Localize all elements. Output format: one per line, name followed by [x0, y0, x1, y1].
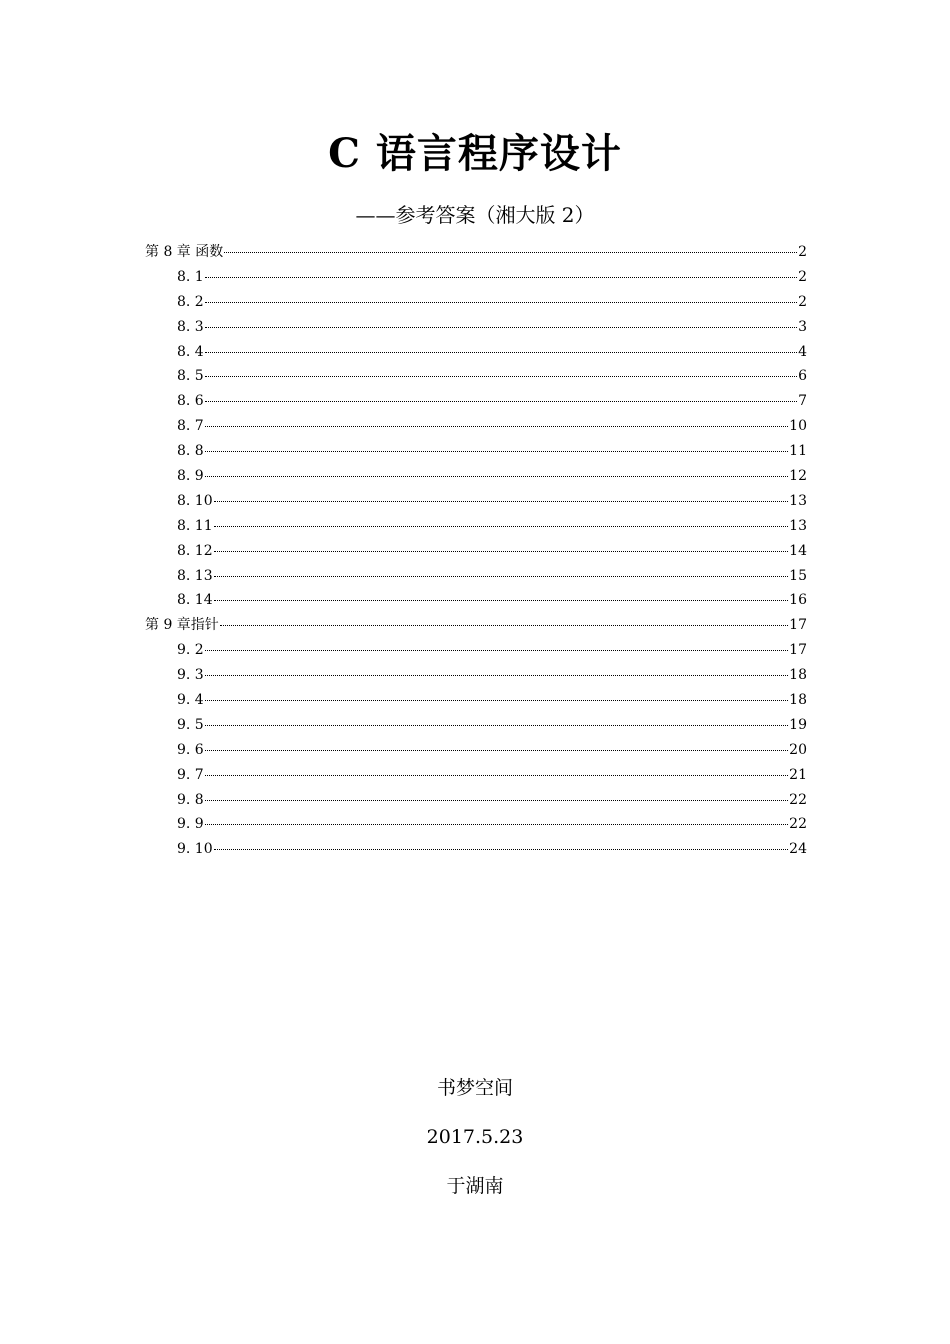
toc-entry-page-number: 16	[789, 592, 807, 609]
toc-entry-label: 8. 10	[177, 492, 213, 509]
table-of-contents	[145, 240, 807, 862]
toc-dot-leader	[205, 401, 797, 402]
toc-section-entry[interactable]	[145, 588, 807, 613]
toc-section-entry[interactable]	[145, 812, 807, 837]
toc-dot-leader	[205, 650, 788, 651]
document-subtitle: ——参考答案（湘大版 2）	[355, 203, 595, 227]
toc-section-entry[interactable]	[145, 340, 807, 365]
toc-dot-leader	[205, 327, 797, 328]
toc-dot-leader	[214, 551, 789, 552]
toc-dot-leader	[205, 476, 788, 477]
toc-dot-leader	[205, 352, 797, 353]
toc-entry-label: 9. 5	[177, 716, 204, 733]
toc-section-entry[interactable]	[145, 688, 807, 713]
toc-dot-leader	[224, 252, 797, 253]
toc-dot-leader	[220, 625, 788, 626]
toc-entry-label: 第 8 章 函数	[145, 244, 224, 260]
toc-dot-leader	[205, 800, 788, 801]
toc-section-entry[interactable]	[145, 713, 807, 738]
toc-section-entry[interactable]	[145, 539, 807, 564]
toc-entry-page-number: 10	[789, 418, 807, 435]
toc-entry-page-number: 18	[789, 692, 807, 709]
toc-section-entry[interactable]	[145, 364, 807, 389]
toc-entry-label: 9. 10	[177, 841, 213, 858]
toc-dot-leader	[205, 451, 788, 452]
toc-entry-page-number: 13	[789, 517, 807, 534]
toc-entry-label: 8. 11	[177, 517, 213, 534]
toc-dot-leader	[205, 775, 788, 776]
toc-entry-label: 8. 12	[177, 542, 213, 559]
toc-chapter-entry[interactable]	[145, 240, 807, 265]
toc-entry-label: 9. 3	[177, 667, 204, 684]
toc-dot-leader	[205, 376, 797, 377]
toc-section-entry[interactable]	[145, 439, 807, 464]
toc-entry-page-number: 22	[789, 816, 807, 833]
toc-entry-page-number: 20	[789, 741, 807, 758]
toc-entry-label: 8. 9	[177, 468, 204, 485]
toc-section-entry[interactable]	[145, 315, 807, 340]
toc-entry-label: 8. 6	[177, 393, 204, 410]
toc-entry-label: 9. 2	[177, 642, 204, 659]
toc-entry-label: 8. 13	[177, 567, 213, 584]
toc-entry-label: 8. 5	[177, 368, 204, 385]
toc-dot-leader	[205, 700, 788, 701]
toc-entry-page-number: 19	[789, 716, 807, 733]
toc-entry-label: 9. 9	[177, 816, 204, 833]
toc-entry-page-number: 17	[789, 642, 807, 659]
toc-entry-label: 9. 4	[177, 692, 204, 709]
toc-entry-page-number: 14	[789, 542, 807, 559]
toc-entry-page-number: 2	[798, 293, 807, 310]
document-title: C 语言程序设计	[328, 130, 622, 177]
toc-entry-label: 第 9 章指针	[145, 617, 219, 634]
toc-section-entry[interactable]	[145, 514, 807, 539]
toc-section-entry[interactable]	[145, 265, 807, 290]
toc-entry-page-number: 22	[789, 791, 807, 808]
toc-entry-page-number: 2	[798, 268, 807, 285]
toc-dot-leader	[205, 277, 797, 278]
toc-chapter-entry[interactable]	[145, 613, 807, 638]
toc-entry-page-number: 3	[798, 318, 807, 335]
toc-entry-page-number: 4	[798, 343, 807, 360]
toc-section-entry[interactable]	[145, 837, 807, 862]
toc-entry-page-number: 12	[789, 468, 807, 485]
toc-dot-leader	[214, 849, 789, 850]
toc-entry-page-number: 15	[789, 567, 807, 584]
toc-dot-leader	[214, 501, 789, 502]
toc-section-entry[interactable]	[145, 564, 807, 589]
toc-dot-leader	[205, 302, 797, 303]
toc-entry-page-number: 21	[789, 766, 807, 783]
document-date: 2017.5.23	[426, 1126, 524, 1148]
toc-section-entry[interactable]	[145, 290, 807, 315]
toc-section-entry[interactable]	[145, 788, 807, 813]
toc-section-entry[interactable]	[145, 763, 807, 788]
toc-entry-label: 9. 7	[177, 766, 204, 783]
toc-section-entry[interactable]	[145, 464, 807, 489]
toc-entry-page-number: 24	[789, 841, 807, 858]
document-place: 于湖南	[446, 1175, 504, 1197]
toc-dot-leader	[205, 675, 788, 676]
toc-entry-page-number: 17	[789, 617, 807, 634]
toc-entry-label: 8. 2	[177, 293, 204, 310]
toc-entry-label: 9. 6	[177, 741, 204, 758]
toc-dot-leader	[214, 600, 789, 601]
toc-entry-page-number: 7	[798, 393, 807, 410]
toc-entry-page-number: 18	[789, 667, 807, 684]
toc-dot-leader	[205, 725, 788, 726]
toc-dot-leader	[205, 426, 788, 427]
toc-entry-label: 8. 8	[177, 443, 204, 460]
toc-dot-leader	[205, 750, 788, 751]
toc-entry-label: 8. 1	[177, 268, 204, 285]
toc-entry-label: 8. 14	[177, 592, 213, 609]
toc-entry-label: 8. 4	[177, 343, 204, 360]
toc-dot-leader	[205, 824, 788, 825]
toc-section-entry[interactable]	[145, 489, 807, 514]
toc-dot-leader	[214, 526, 789, 527]
toc-entry-page-number: 6	[798, 368, 807, 385]
toc-section-entry[interactable]	[145, 738, 807, 763]
toc-entry-label: 9. 8	[177, 791, 204, 808]
toc-entry-label: 8. 3	[177, 318, 204, 335]
toc-entry-page-number: 11	[789, 443, 807, 460]
toc-entry-label: 8. 7	[177, 418, 204, 435]
author-name: 书梦空间	[436, 1077, 513, 1099]
toc-entry-page-number: 13	[789, 492, 807, 509]
toc-entry-page-number: 2	[798, 244, 807, 260]
toc-section-entry[interactable]	[145, 414, 807, 439]
toc-section-entry[interactable]	[145, 389, 807, 414]
toc-section-entry[interactable]	[145, 638, 807, 663]
toc-dot-leader	[214, 576, 789, 577]
toc-section-entry[interactable]	[145, 663, 807, 688]
